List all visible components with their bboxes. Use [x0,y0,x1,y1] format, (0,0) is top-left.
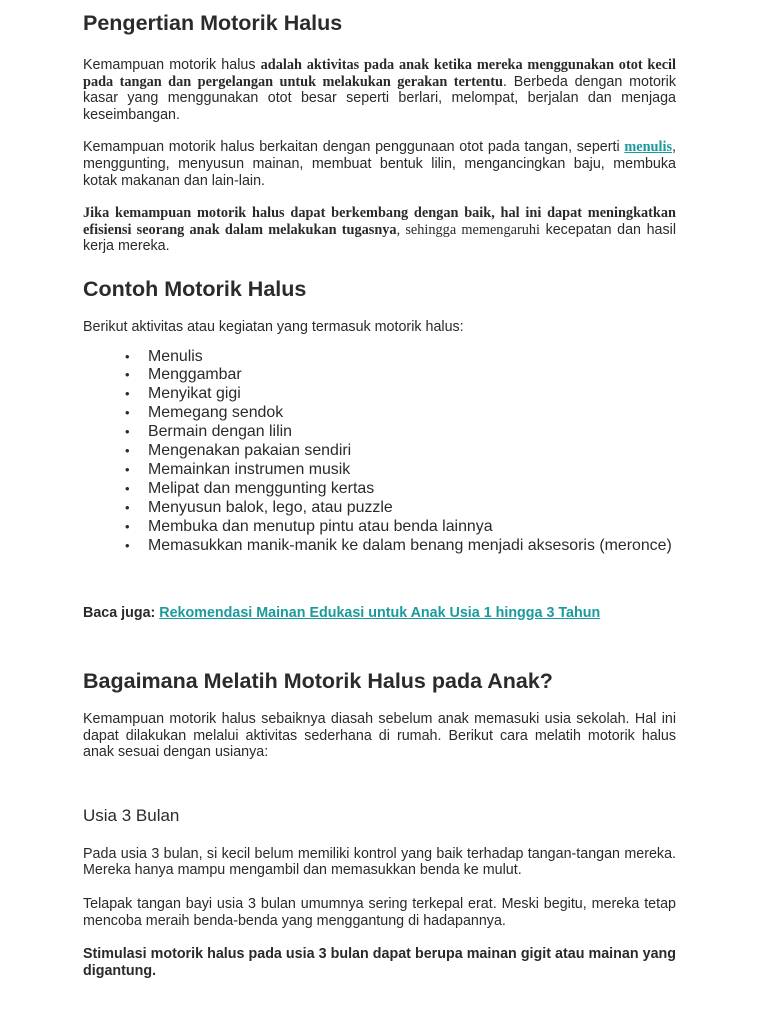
paragraph-efficiency: Jika kemampuan motorik halus dapat berkembang dengan baik, hal ini dapat meningkatkan efisiensi seorang anak dalam melakukan tugasnya, sehingga memengaruhi kecepatan dan hasil kerja mereka. [83,205,677,255]
list-item: • Menggambar [148,366,676,385]
paragraph-definition: Kemampuan motorik halus adalah aktivitas pada anak ketika mereka menggunakan otot kecil pada tangan dan pergelangan untuk melakukan gerakan tertentu. Berbeda dengan motorik kasar yang menggunakan otot besar seperti berlari, melompat, berjalan dan menjaga keseimbangan. [83,57,676,123]
list-item: • Memegang sendok [148,404,676,423]
section-title-melatih: Bagaimana Melatih Motorik Halus pada Anak? [83,669,553,694]
list-item: • Menyusun balok, lego, atau puzzle [148,499,676,518]
paragraph-training-intro: Kemampuan motorik halus sebaiknya diasah sebelum anak memasuki usia sekolah. Hal ini dapat dilakukan melalui aktivitas sederhana di rumah. Berikut cara melatih motorik halus anak sesuai dengan usianya: [83,711,676,761]
link-menulis[interactable]: menulis [624,139,673,156]
examples-list [83,348,676,556]
read-also [83,605,676,622]
paragraph-hand-muscles: Kemampuan motorik halus berkaitan dengan penggunaan otot pada tangan, seperti menulis, menggunting, menyusun mainan, membuat bentuk lilin, mengancingkan baju, membuka kotak makanan dan lain-lain. [83,139,676,189]
subsection-title-3-bulan: Usia 3 Bulan [83,805,180,825]
section-title-pengertian: Pengertian Motorik Halus [83,11,343,35]
read-also-label: Baca juga: [83,604,160,621]
list-item: • Menulis [148,348,676,367]
list-item: • Memainkan instrumen musik [148,461,676,480]
paragraph-3-bulan-control: Pada usia 3 bulan, si kecil belum memiliki kontrol yang baik terhadap tangan-tangan mereka. Mereka hanya mampu mengambil dan memasukkan benda ke mulut. [83,845,676,879]
paragraph-3-bulan-palm: Telapak tangan bayi usia 3 bulan umumnya sering terkepal erat. Meski begitu, mereka tetap mencoba meraih benda-benda yang menggantung di hadapannya. [83,896,676,929]
paragraph-examples-intro: Berikut aktivitas atau kegiatan yang termasuk motorik halus: [83,318,464,335]
list-item: • Memasukkan manik-manik ke dalam benang menjadi aksesoris (meronce) [148,537,676,556]
list-item: • Membuka dan menutup pintu atau benda lainnya [148,518,676,537]
section-title-contoh: Contoh Motorik Halus [83,276,307,301]
article-body [83,0,676,979]
list-item: • Bermain dengan lilin [148,423,676,442]
list-item: • Melipat dan menggunting kertas [148,480,676,499]
list-item: • Mengenakan pakaian sendiri [148,442,676,461]
read-also-link[interactable]: Rekomendasi Mainan Edukasi untuk Anak Usia 1 hingga 3 Tahun [159,604,601,621]
paragraph-3-bulan-stimulation: Stimulasi motorik halus pada usia 3 bulan dapat berupa mainan gigit atau mainan yang digantung. [83,946,676,979]
definition-emphasis: adalah aktivitas pada anak ketika mereka menggunakan otot kecil pada tangan dan pergelangan untuk melakukan gerakan tertentu [83,57,676,90]
list-item: • Menyikat gigi [148,385,676,404]
